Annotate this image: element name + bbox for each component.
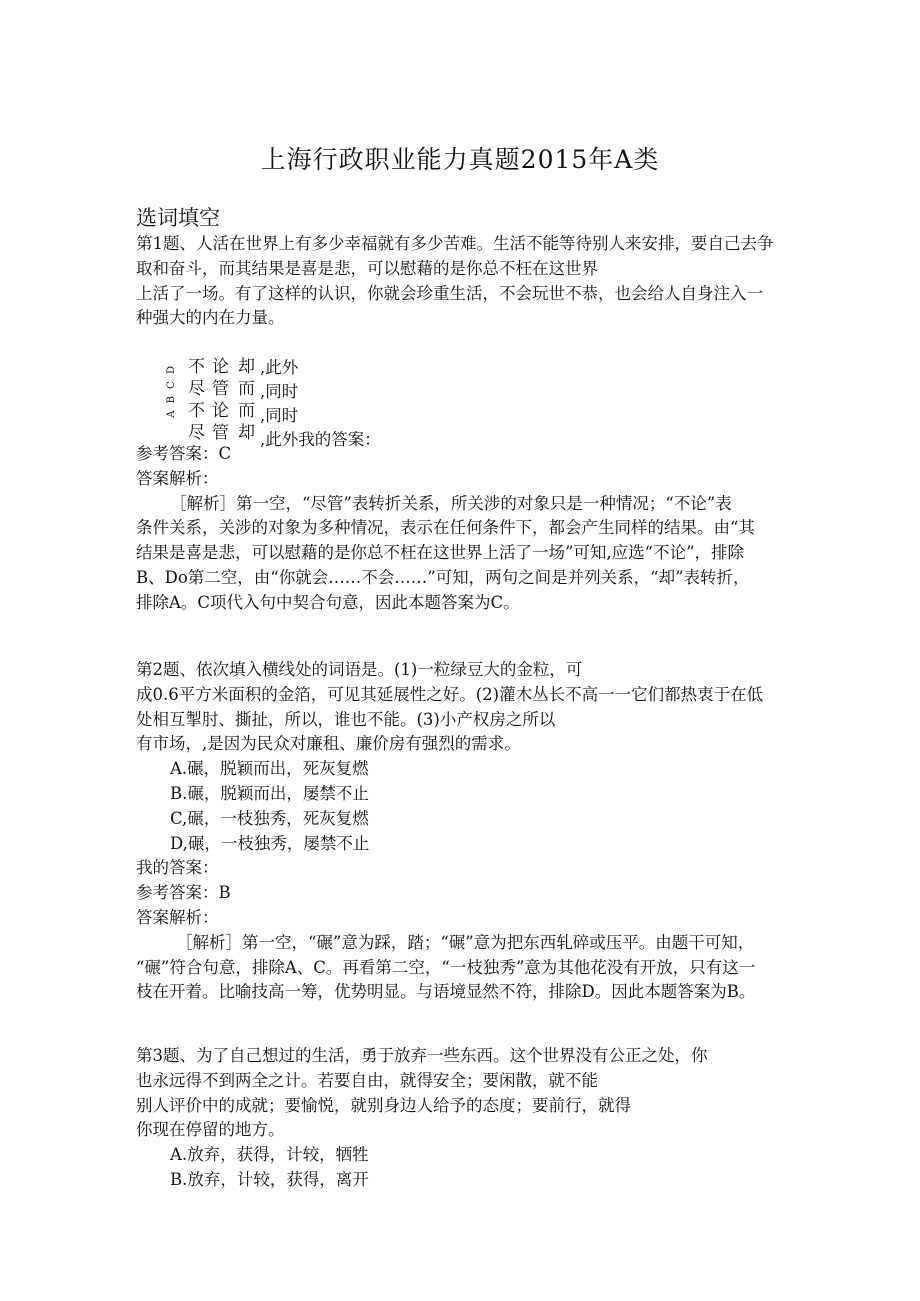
option-b: B.碾，脱颖而出，屡禁不止 xyxy=(170,783,369,803)
question-line: 上活了一场。有了这样的认识，你就会珍重生活，不会玩世不恭，也会给人自身注入一 xyxy=(136,283,763,303)
choice-char: 却 xyxy=(238,357,255,377)
analysis-line: 排除A。C项代入句中契合句意，因此本题答案为C。 xyxy=(136,592,520,612)
choice-suffix: ,同时 xyxy=(260,406,299,425)
reference-answer: 参考答案：B xyxy=(136,883,231,903)
document-title: 上海行政职业能力真题2015年A类 xyxy=(260,145,660,174)
choice-char: 而 xyxy=(238,379,255,399)
option-d: D,碾，一枝独秀，屡禁不止 xyxy=(170,833,370,853)
question-1-choices xyxy=(166,356,426,449)
choice-char: 不 xyxy=(188,401,205,421)
question-line: 你现在停留的地方。 xyxy=(136,1120,285,1140)
option-c: C,碾，一枝独秀，死灰复燃 xyxy=(170,808,369,828)
question-line: 取和奋斗，而其结果是喜是悲，可以慰藉的是你总不枉在这世界 xyxy=(136,258,598,278)
reference-answer: 参考答案：C xyxy=(136,444,232,463)
analysis-line: ［解析］第一空，“尽管”表转折关系，所关涉的对象只是一种情况；“不论”表 xyxy=(170,493,732,513)
section-heading: 选词填空 xyxy=(136,206,220,230)
analysis-line: 条件关系，关涉的对象为多种情况，表示在任何条件下，都会产生同样的结果。由“其 xyxy=(136,518,755,538)
analysis-label: 答案解析： xyxy=(136,468,219,488)
analysis-line: B、Do第二空，由“你就会……不会……”可知，两句之间是并列关系，“却”表转折， xyxy=(136,567,750,587)
choice-column-2 xyxy=(212,356,232,444)
question-line: 也永远得不到两全之计。若要自由，就得安全；要闲散，就不能 xyxy=(136,1070,598,1090)
choice-char: 尽 xyxy=(188,423,205,443)
analysis-line: 枝在开着。比喻技高一筹，优势明显。与语境显然不符，排除D。因此本题答案为B。 xyxy=(136,982,756,1002)
option-b: B.放弃，计较，获得，离开 xyxy=(170,1169,369,1189)
question-line: 第2题、依次填入横线处的词语是。(1)一粒绿豆大的金粒，可 xyxy=(136,660,583,679)
option-a: A.碾，脱颖而出，死灰复燃 xyxy=(170,759,369,779)
choice-suffixes xyxy=(260,356,381,452)
analysis-line: “碾”符合句意，排除A、C。再看第二空，“一枝独秀”意为其他花没有开放，只有这一 xyxy=(136,957,756,977)
choice-char: 管 xyxy=(212,423,229,443)
question-1-answer xyxy=(136,442,796,616)
choice-suffix: ,同时 xyxy=(260,382,299,401)
question-line: 种强大的内在力量。 xyxy=(136,308,285,328)
analysis-line: ［解析］第一空，“碾”意为踩，踏；“碾”意为把东西轧碎或压平。由题干可知， xyxy=(176,932,755,952)
question-1-stem xyxy=(136,232,796,331)
choice-char: 尽 xyxy=(188,379,205,399)
question-line: 成0.6平方米面积的金箔，可见其延展性之好。(2)灌木丛长不高一一它们都热衷于在低 xyxy=(136,684,764,704)
choice-char: 而 xyxy=(238,401,255,421)
choice-suffix: ,此外 xyxy=(260,358,299,377)
question-line: 第1题、人活在世界上有多少幸福就有多少苦难。生活不能等待别人来安排，要自己去争 xyxy=(136,234,774,253)
choice-letters: A B C D xyxy=(166,364,177,418)
question-3-stem xyxy=(136,1044,796,1193)
choice-char: 论 xyxy=(212,401,229,421)
choice-column-1 xyxy=(188,356,208,444)
question-line: 处相互掣肘、撕扯，所以，谁也不能。(3)小产权房之所以 xyxy=(136,709,556,729)
choice-char: 不 xyxy=(188,357,205,377)
question-line: 有市场，,是因为民众对廉租、廉价房有强烈的需求。 xyxy=(136,734,521,754)
question-line: 别人评价中的成就；要愉悦，就别身边人给予的态度；要前行，就得 xyxy=(136,1095,631,1115)
my-answer: 我的答案： xyxy=(136,858,219,878)
analysis-line: 结果是喜是悲，可以慰藉的是你总不枉在这世界上活了一场”可知,应选“不论”，排除 xyxy=(136,543,745,563)
choice-char: 论 xyxy=(212,357,229,377)
analysis-label: 答案解析： xyxy=(136,907,219,927)
choice-char: 却 xyxy=(238,423,255,443)
question-line: 第3题、为了自己想过的生活，勇于放弃一些东西。这个世界没有公正之处，你 xyxy=(136,1046,708,1065)
choice-suffix: ,此外我的答案： xyxy=(260,430,381,449)
option-a: A.放弃，获得，计较，牺牲 xyxy=(170,1145,369,1165)
question-2-stem xyxy=(136,658,796,1005)
choice-char: 管 xyxy=(212,379,229,399)
choice-column-3 xyxy=(238,356,258,444)
